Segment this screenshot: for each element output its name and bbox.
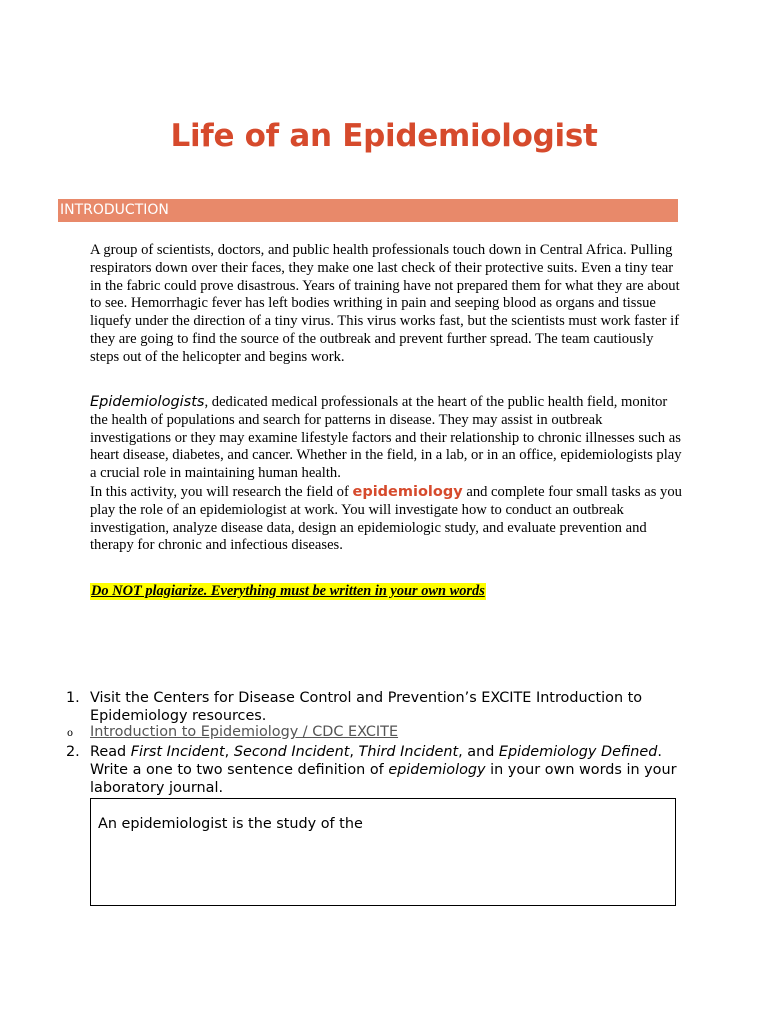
intro-paragraph-3 bbox=[90, 484, 682, 555]
third-incident-title: Third Incident bbox=[358, 744, 459, 760]
intro-paragraph-2 bbox=[90, 394, 682, 483]
section-header-label: INTRODUCTION bbox=[60, 202, 169, 218]
task-1-number: 1. bbox=[66, 690, 80, 706]
intro-paragraph-1: A group of scientists, doctors, and public health professionals touch down in Central Africa. Pulling respirators down over their faces, they make one last check of their protective suits. Even a tiny tear in the fabric could prove disastrous. Years of training have not prepared them for what they are about to see. Hemorrhagic fever has left bodies writhing in pain and seeping blood as organs and tissue liquefy under the direction of a tiny virus. This virus works fast, but the scientists must work faster if they are going to find the source of the outbreak and prevent further spread. The team cautiously steps out of the helicopter and begins work. bbox=[90, 242, 680, 365]
section-header-bar bbox=[58, 199, 678, 222]
answer-text[interactable]: An epidemiologist is the study of the bbox=[98, 816, 363, 832]
epidemiology-word: epidemiology bbox=[388, 762, 486, 778]
cdc-excite-link[interactable]: Introduction to Epidemiology / CDC EXCITE bbox=[90, 724, 399, 740]
intro-paragraph-3-lead: In this activity, you will research the field of bbox=[90, 484, 353, 500]
task-2-text-part: , and bbox=[458, 744, 499, 760]
epidemiology-term: epidemiology bbox=[352, 484, 463, 500]
page-title: Life of an Epidemiologist bbox=[170, 118, 598, 154]
task-2-text-part: Read bbox=[90, 744, 131, 760]
task-1-text: Visit the Centers for Disease Control and Prevention’s EXCITE Introduction to Epidemiology resources. bbox=[90, 690, 643, 724]
task-2-text-part: in your own words in your laboratory journal. bbox=[90, 762, 677, 796]
task-2-number: 2. bbox=[66, 744, 80, 760]
task-2-text-part: . Write a one to two sentence definition of bbox=[90, 744, 662, 778]
intro-paragraph-2-text: , dedicated medical professionals at the heart of the public health field, monitor the health of populations and search for patterns in disease. They may assist in outbreak investigations or they may examine lifestyle factors and their relationship to chronic illnesses such as heart disease, diabetes, and cancer. Whether in the field, in a lab, or in an office, epidemiologists play a crucial role in maintaining human health. bbox=[90, 394, 682, 482]
first-incident-title: First Incident bbox=[130, 744, 225, 760]
intro-paragraph-3-text: and complete four small tasks as you play the role of an epidemiologist at work. You will investigate how to conduct an outbreak investigation, analyze disease data, design an epidemiologic study, and evaluate prevention and therapy for chronic and infectious diseases. bbox=[90, 484, 682, 554]
task-2-text-part: , bbox=[224, 744, 234, 760]
epidemiology-defined-title: Epidemiology Defined bbox=[498, 744, 658, 760]
plagiarism-warning: Do NOT plagiarize. Everything must be written in your own words bbox=[91, 583, 485, 599]
task-2-text bbox=[90, 743, 690, 797]
second-incident-title: Second Incident bbox=[233, 744, 350, 760]
epidemiologists-term: Epidemiologists bbox=[90, 394, 205, 410]
task-2-text-part: , bbox=[349, 744, 359, 760]
answer-box[interactable] bbox=[90, 798, 676, 906]
sub-bullet-marker: o bbox=[67, 728, 74, 739]
